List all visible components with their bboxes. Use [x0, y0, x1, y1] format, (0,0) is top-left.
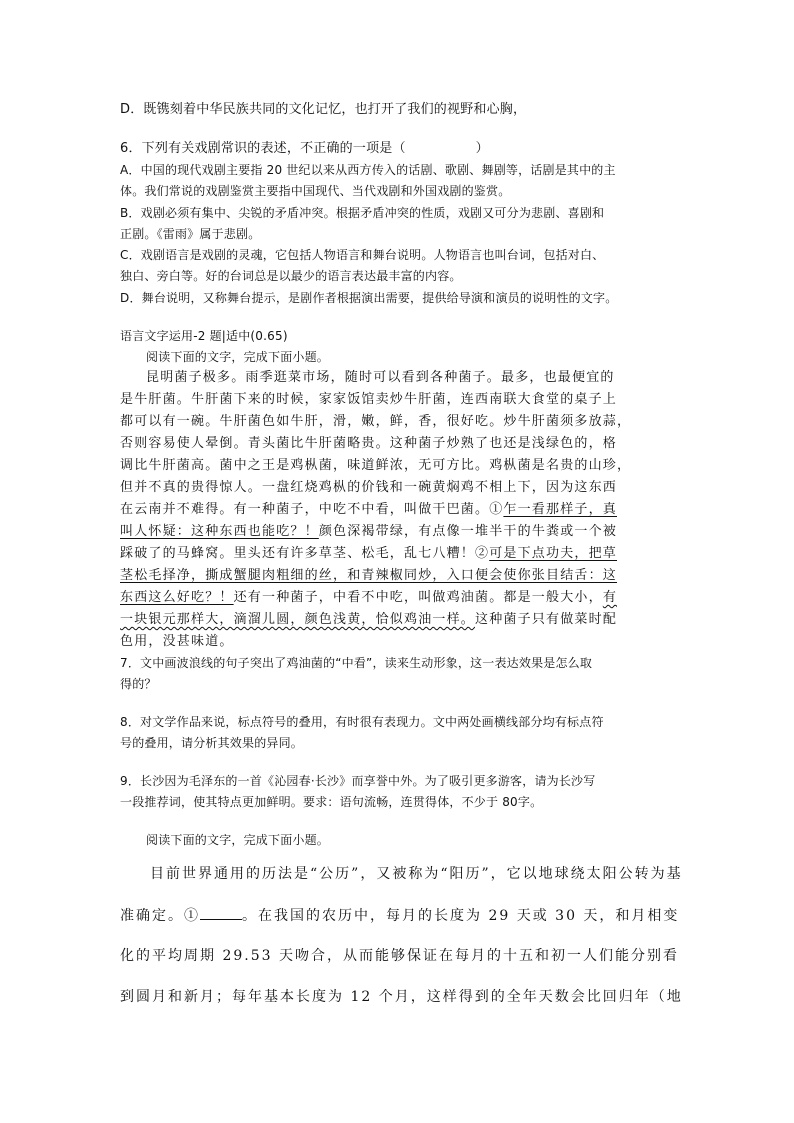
- option-d-line: D．舞台说明，又称舞台提示，是剧作者根据演出需要，提供给导演和演员的说明性的文字。: [120, 291, 618, 305]
- option-d-previous: D．既镌刻着中华民族共同的文化记忆，也打开了我们的视野和心胸，: [120, 102, 527, 117]
- question-7-line2: 得的？: [120, 677, 157, 691]
- option-b-line1: B．戏剧必须有集中、尖锐的矛盾冲突。根据矛盾冲突的性质，戏剧又可分为悲剧、喜剧和: [120, 206, 605, 220]
- passage-line: 色用，没甚味道。: [120, 634, 234, 649]
- passage-text: 踩破了的马蜂窝。里头还有许多草茎、松毛，乱七八糟！②: [120, 546, 490, 561]
- underlined-sentence-2-end: 东西这么好吃？！: [120, 590, 234, 605]
- passage-text: 。在我国的农历中，每月的长度为 29 天或 30 天，和月相变: [242, 908, 680, 924]
- passage-text: 还有一种菌子，中看不中吃，叫做鸡油菌。都是一般大小，: [233, 590, 603, 605]
- passage-line: [120, 610, 680, 630]
- underlined-sentence-1-cont: 叫人怀疑：这种东西也能吃？！: [120, 524, 319, 539]
- passage-line: 昆明菌子极多。雨季逛菜市场，随时可以看到各种菌子。最多，也最便宜的: [146, 370, 615, 385]
- question-8-line1: 8．对文学作品来说，标点符号的叠用，有时很有表现力。文中两处画横线部分均有标点符: [120, 715, 604, 729]
- underlined-sentence-2-cont: 茎松毛择净，撕成蟹腿肉粗细的丝，和青辣椒同炒，入口便会使你张目结舌：这: [120, 568, 618, 583]
- question-6-text: 6．下列有关戏剧常识的表述，不正确的一项是（: [120, 141, 406, 156]
- option-a-line1: A．中国的现代戏剧主要指 20 世纪以来从西方传入的话剧、歌剧、舞剧等，话剧是其中的主: [120, 163, 616, 177]
- fill-blank-1[interactable]: [200, 905, 242, 920]
- passage-line: [120, 500, 680, 520]
- reading-instruction: 阅读下面的文字，完成下面小题。: [146, 350, 330, 364]
- option-a-line2: 体。我们常说的戏剧鉴赏主要指中国现代、当代戏剧和外国戏剧的鉴赏。: [120, 184, 511, 198]
- question-6-stem: [120, 139, 680, 159]
- question-9-line1: 9．长沙因为毛泽东的一首《沁园春·长沙》而享誉中外。为了吸引更多游客，请为长沙写: [120, 774, 596, 788]
- passage-line: 调比牛肝菌高。菌中之王是鸡枞菌，味道鲜浓，无可方比。鸡枞菌是名贵的山珍，: [120, 458, 632, 473]
- passage-text: 这种菌子只有做菜时配: [475, 612, 618, 627]
- section-header: 语言文字运用-2 题|适中(0.65): [120, 329, 288, 343]
- calendar-passage-line: 化的平均周期 29.53 天吻合，从而能够保证在每月的十五和初一人们能分别看: [120, 948, 679, 964]
- option-c-line2: 独白、旁白等。好的台词总是以最少的语言表达最丰富的内容。: [120, 269, 462, 283]
- question-6-close: ）: [475, 141, 489, 156]
- calendar-passage-line: 到圆月和新月；每年基本长度为 12 个月，这样得到的全年天数会比回归年（地: [120, 989, 683, 1005]
- passage-line: [120, 588, 680, 608]
- underlined-sentence-2: 可是下点功夫，把草: [489, 546, 618, 561]
- passage-line: 是牛肝菌。牛肝菌下来的时候，家家饭馆卖炒牛肝菌，连西南联大食堂的桌子上: [120, 392, 618, 407]
- passage-line: 但并不真的贵得惊人。一盘红烧鸡枞的价钱和一碗黄焖鸡不相上下，因为这东西: [120, 480, 618, 495]
- question-8-line2: 号的叠用，请分析其效果的异同。: [120, 736, 304, 750]
- wavy-sentence: 有: [602, 590, 618, 605]
- passage-text: 准确定。①: [120, 908, 200, 924]
- question-7-line1: 7．文中画波浪线的句子突出了鸡油菌的“中看”，读来生动形象，这一表达效果是怎么取: [120, 656, 593, 670]
- underlined-sentence-1: 乍一看那样子，真: [503, 502, 618, 517]
- calendar-passage-line: 目前世界通用的历法是“公历”，又被称为“阳历”，它以地球绕太阳公转为基: [150, 866, 683, 882]
- option-c-line1: C．戏剧语言是戏剧的灵魂，它包括人物语言和舞台说明。人物语言也叫台词，包括对白、: [120, 248, 605, 262]
- option-b-line2: 正剧。《雷雨》属于悲剧。: [120, 227, 261, 241]
- passage-line: 都可以有一碗。牛肝菌色如牛肝，滑，嫩，鲜，香，很好吃。炒牛肝菌须多放蒜，: [120, 414, 632, 429]
- question-9-line2: 一段推荐词，使其特点更加鲜明。要求：语句流畅，连贯得体，不少于 80字。: [120, 795, 543, 809]
- reading-instruction-2: 阅读下面的文字，完成下面小题。: [146, 833, 330, 847]
- passage-text: 在云南并不难得。有一种菌子，中吃不中看，叫做干巴菌。①: [120, 502, 504, 517]
- passage-line: [120, 522, 680, 542]
- passage-line: [120, 544, 680, 564]
- passage-line: 否则容易使人晕倒。青头菌比牛肝菌略贵。这种菌子炒熟了也还是浅绿色的，格: [120, 436, 618, 451]
- calendar-passage-line: [120, 905, 680, 926]
- wavy-sentence-cont: 一块银元那样大，滴溜儿圆，颜色浅黄，恰似鸡油一样。: [120, 612, 476, 627]
- passage-text: 颜色深褐带绿，有点像一堆半干的牛粪或一个被: [318, 524, 618, 539]
